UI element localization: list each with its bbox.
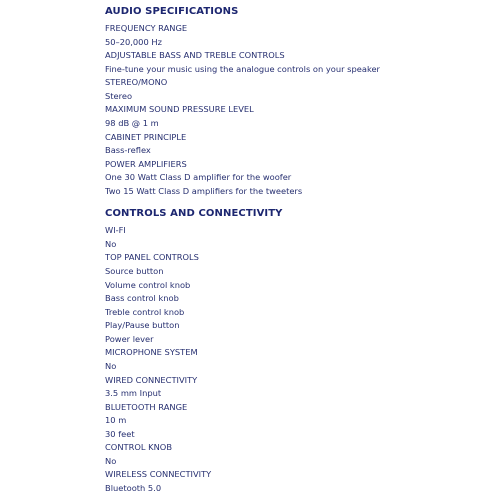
spec-row: Play/Pause button bbox=[105, 320, 180, 331]
section-heading-controls-and-connectivity: CONTROLS AND CONNECTIVITY bbox=[105, 208, 283, 220]
spec-row: CABINET PRINCIPLE bbox=[105, 131, 187, 142]
spec-row: Volume control knob bbox=[105, 279, 191, 290]
spec-row: BLUETOOTH RANGE bbox=[105, 401, 188, 412]
spec-row: WIRELESS CONNECTIVITY bbox=[105, 469, 212, 480]
spec-row: Two 15 Watt Class D amplifiers for the tweeters bbox=[105, 185, 303, 196]
spec-row: 98 dB @ 1 m bbox=[105, 117, 159, 128]
spec-sheet bbox=[105, 0, 495, 496]
spec-row: One 30 Watt Class D amplifier for the woofer bbox=[105, 172, 292, 183]
spec-row: ADJUSTABLE BASS AND TREBLE CONTROLS bbox=[105, 50, 285, 61]
spec-row: STEREO/MONO bbox=[105, 77, 168, 88]
spec-row: No bbox=[105, 238, 117, 249]
spec-row: Stereo bbox=[105, 90, 133, 101]
spec-row: POWER AMPLIFIERS bbox=[105, 158, 187, 169]
spec-row: CONTROL KNOB bbox=[105, 442, 173, 453]
spec-row: Source button bbox=[105, 266, 164, 276]
spec-row: 10 m bbox=[105, 415, 127, 426]
spec-row: 30 feet bbox=[105, 428, 135, 439]
spec-row: WIRED CONNECTIVITY bbox=[105, 374, 198, 385]
spec-row: No bbox=[105, 455, 117, 466]
spec-row: Power lever bbox=[105, 333, 154, 344]
spec-row: FREQUENCY RANGE bbox=[105, 23, 188, 33]
spec-row: Fine-tune your music using the analogue controls on your speaker bbox=[105, 63, 380, 74]
section-body-controls-and-connectivity bbox=[105, 224, 495, 495]
section-body-audio-specifications bbox=[105, 22, 495, 198]
spec-row: Bluetooth 5.0 bbox=[105, 483, 162, 493]
spec-row: Treble control knob bbox=[105, 306, 185, 317]
spec-row: 50–20,000 Hz bbox=[105, 36, 162, 47]
spec-row: WI-FI bbox=[105, 225, 126, 236]
spec-row: 3.5 mm Input bbox=[105, 388, 162, 399]
spec-row: Bass-reflex bbox=[105, 145, 151, 156]
spec-row: TOP PANEL CONTROLS bbox=[105, 252, 199, 263]
section-heading-audio-specifications: AUDIO SPECIFICATIONS bbox=[105, 6, 239, 17]
spec-row: MICROPHONE SYSTEM bbox=[105, 347, 198, 358]
spec-row: MAXIMUM SOUND PRESSURE LEVEL bbox=[105, 104, 254, 115]
spec-row: No bbox=[105, 360, 117, 371]
spec-row: Bass control knob bbox=[105, 293, 179, 304]
